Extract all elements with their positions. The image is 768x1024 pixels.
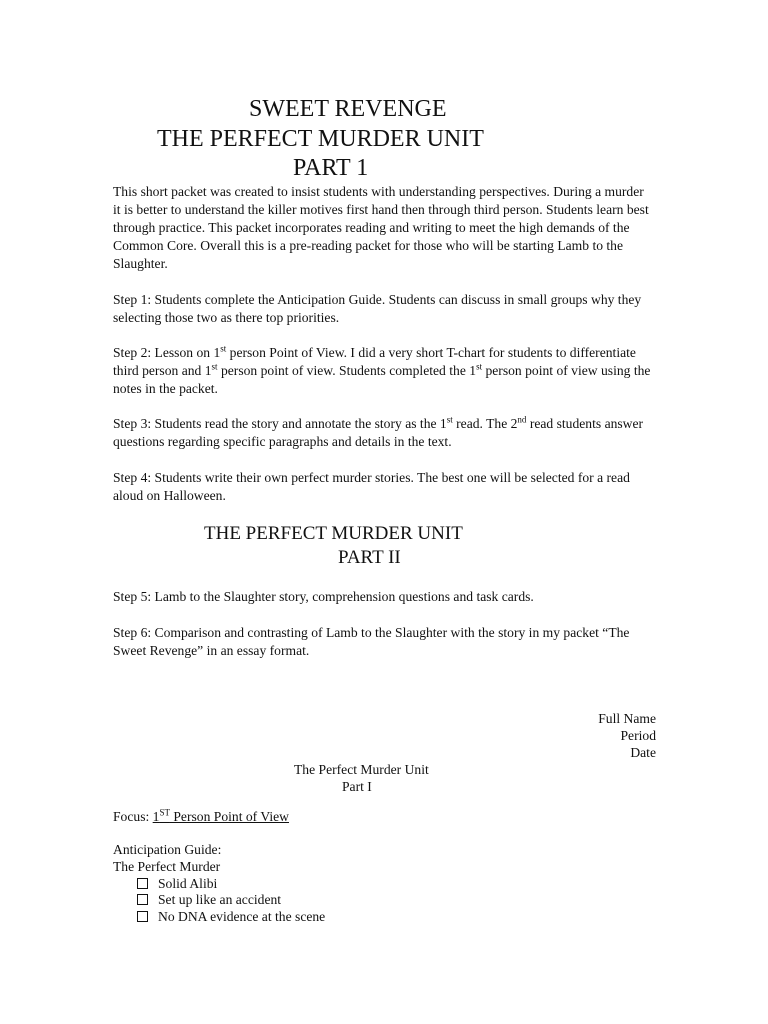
intro-text: This short packet was created to insist students with understanding perspectives. During a murder it is better to understand the killer motives first hand then through third person. Students learn best through practice. This packet incorporates reading and writing to meet the high demands of the Common Core. Overall this is a pre-reading packet for those who will be starting Lamb to the Slaughter. <box>113 184 649 271</box>
intro-paragraph <box>113 183 653 273</box>
step-6-text: Step 6: Comparison and contrasting of Lamb to the Slaughter with the story in my packet “The Sweet Revenge” in an essay format. <box>113 625 630 658</box>
step-4 <box>113 469 653 505</box>
step-1-text: Step 1: Students complete the Anticipation Guide. Students can discuss in small groups why they selecting those two as there top priorities. <box>113 292 642 325</box>
guide-title: The Perfect Murder <box>113 859 221 874</box>
step-6 <box>113 624 653 660</box>
focus-line: Focus: 1ST Person Point of View <box>113 807 289 824</box>
title-line-3: PART 1 <box>293 155 369 181</box>
step-3-text: Step 3: Students read the story and annotate the story as the 1st read. The 2nd read students answer questions regarding specific paragraphs and details in the text. <box>113 414 644 449</box>
period-label: Period <box>620 728 656 743</box>
guide-item: Solid Alibi <box>137 875 217 892</box>
title-line-2: THE PERFECT MURDER UNIT <box>157 126 484 152</box>
step-4-text: Step 4: Students write their own perfect murder stories. The best one will be selected for a read aloud on Halloween. <box>113 470 630 503</box>
step-5-text: Step 5: Lamb to the Slaughter story, comprehension questions and task cards. <box>113 589 534 604</box>
worksheet-title: The Perfect Murder Unit <box>294 762 429 777</box>
step-2 <box>113 344 653 398</box>
checkbox-icon[interactable] <box>137 911 148 922</box>
step-2-text: Step 2: Lesson on 1st person Point of View. I did a very short T-chart for students to differentiate third person and 1st person point of view. Students completed the 1st person point of view using the notes in the packet. <box>113 343 651 396</box>
checkbox-icon[interactable] <box>137 878 148 889</box>
step-1 <box>113 291 653 327</box>
worksheet-part: Part I <box>342 779 372 794</box>
part-2-heading-line-2: PART II <box>338 547 401 568</box>
anticipation-guide-label: Anticipation Guide: <box>113 842 222 857</box>
date-label: Date <box>630 745 656 760</box>
step-3 <box>113 415 653 451</box>
step-5 <box>113 588 653 606</box>
full-name-label: Full Name <box>598 711 656 726</box>
guide-item: No DNA evidence at the scene <box>137 908 325 925</box>
title-line-1: SWEET REVENGE <box>249 96 447 122</box>
guide-item: Set up like an accident <box>137 891 281 908</box>
part-2-heading-line-1: THE PERFECT MURDER UNIT <box>204 523 463 544</box>
checkbox-icon[interactable] <box>137 894 148 905</box>
